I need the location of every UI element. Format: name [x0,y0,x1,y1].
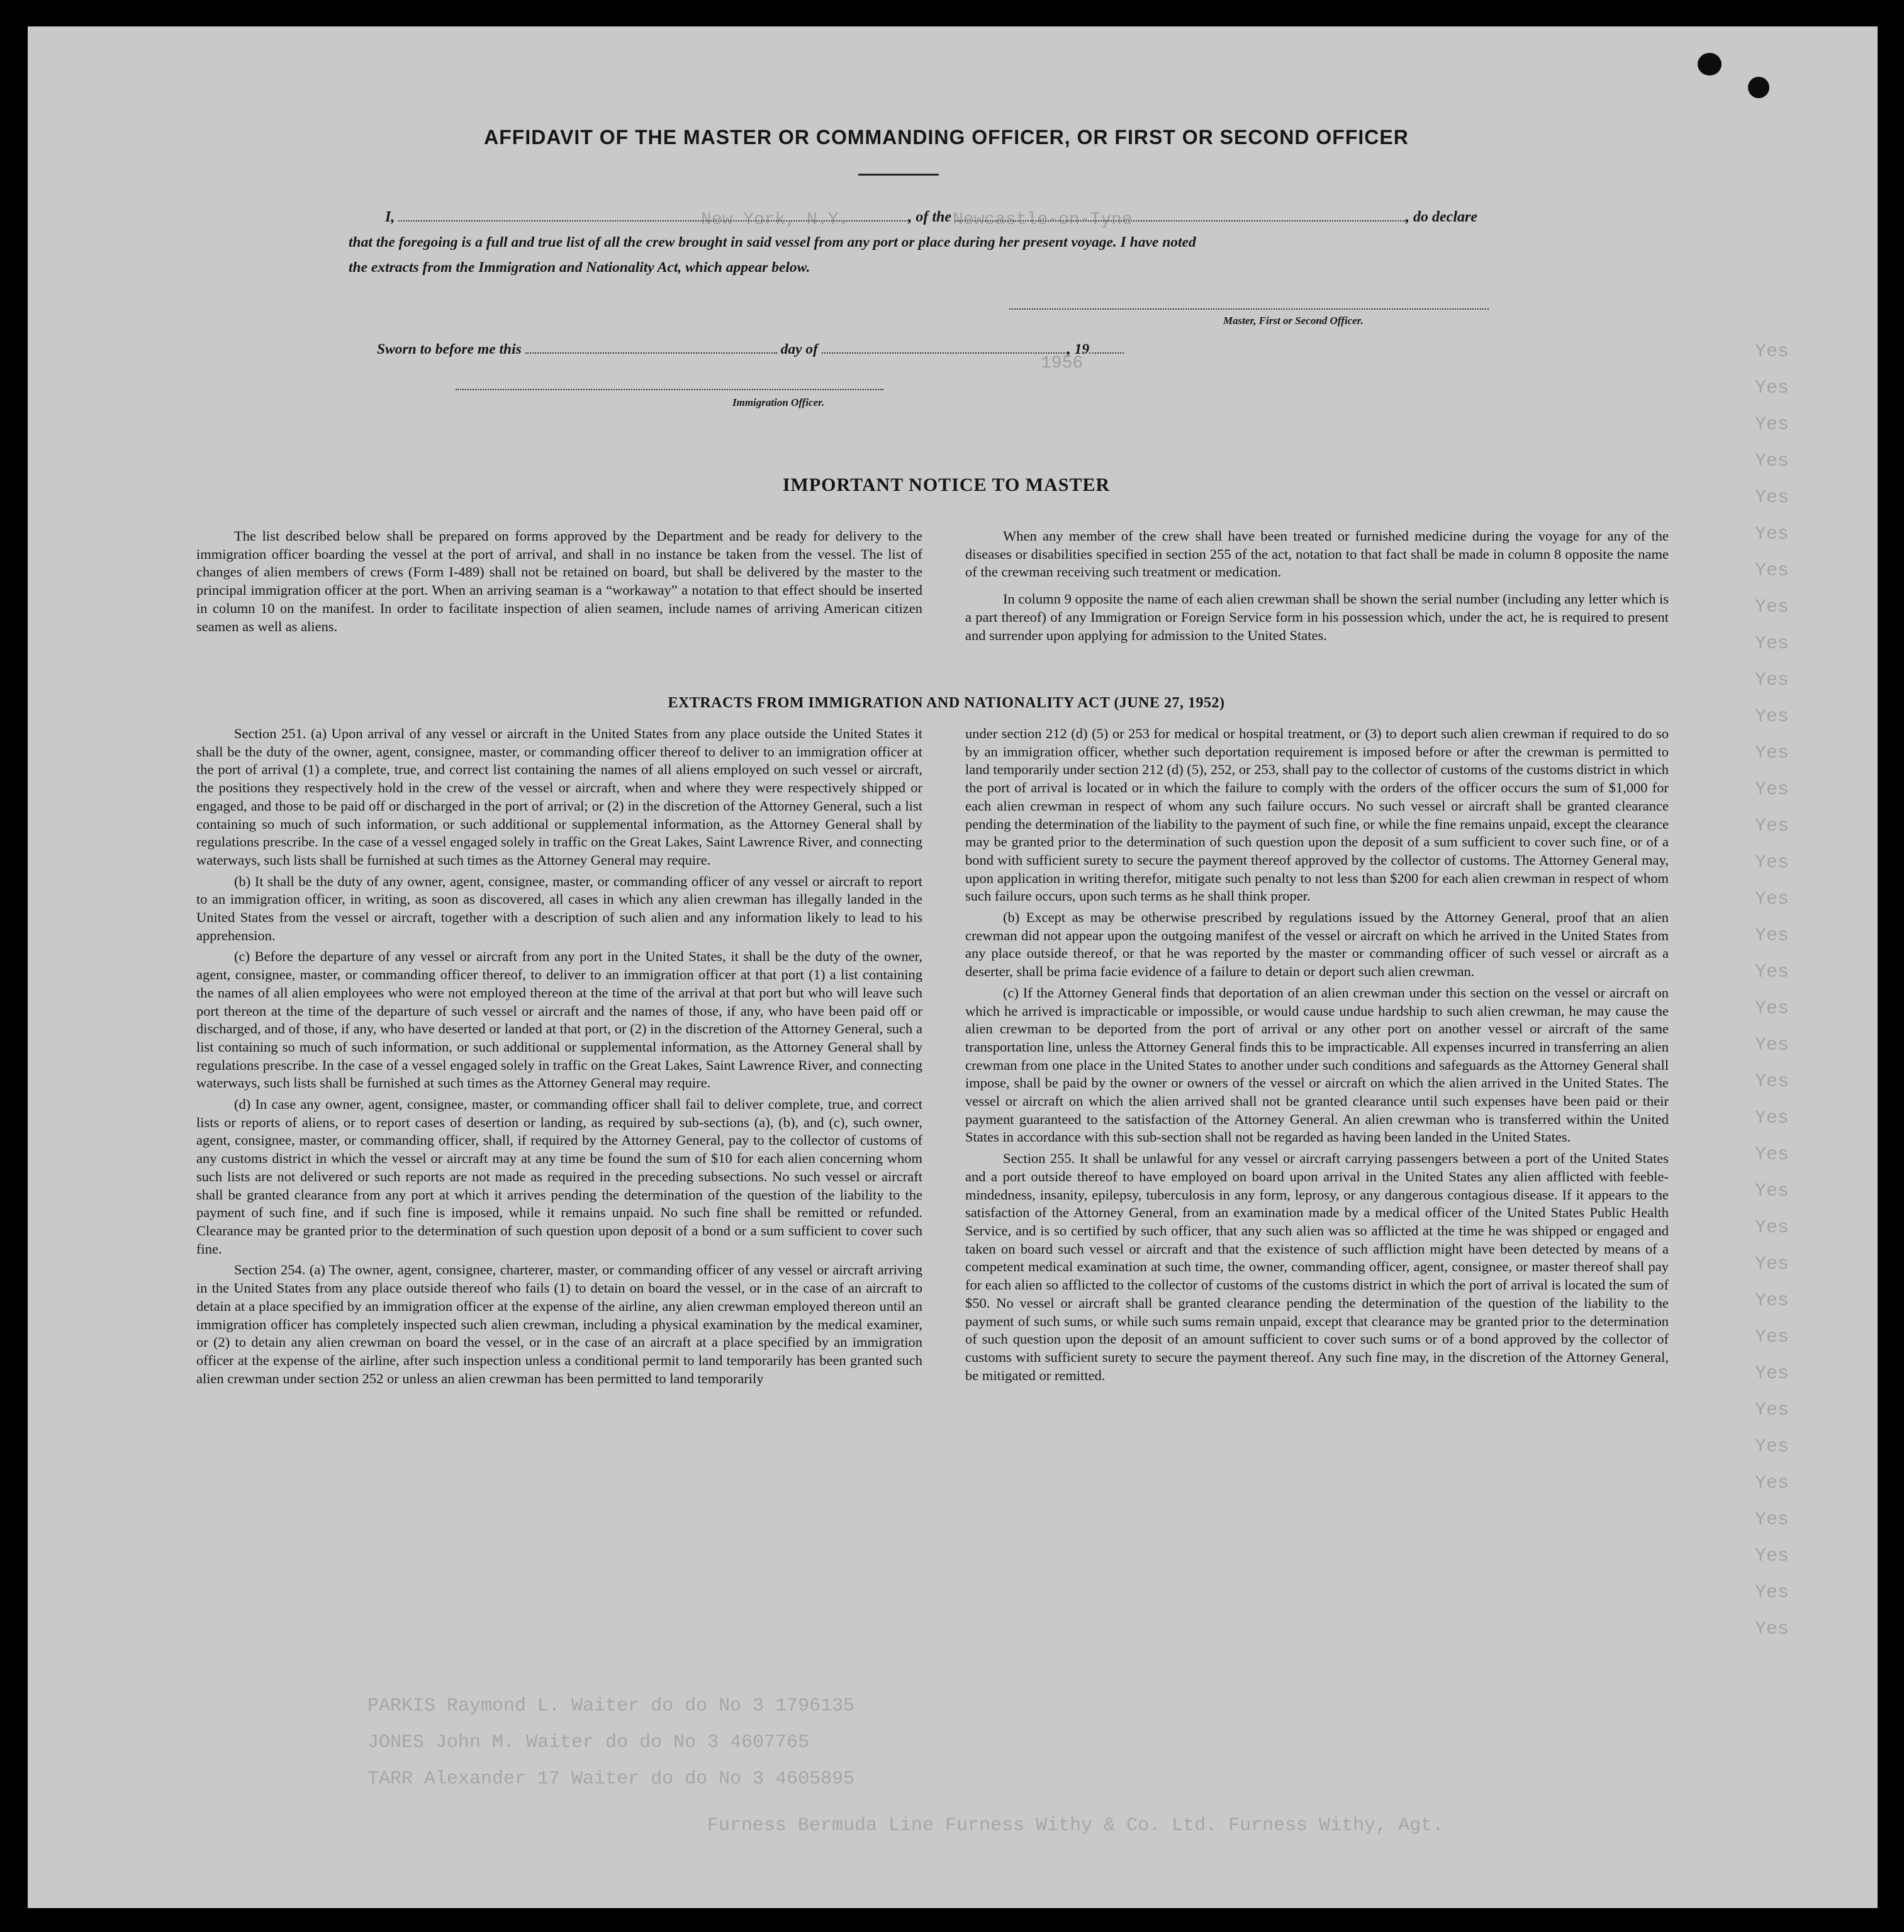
bleed-yes-entry: Yes [1755,1619,1789,1640]
affidavit-title: AFFIDAVIT OF THE MASTER OR COMMANDING OFFICER, OR FIRST OR SECOND OFFICER [484,126,1409,149]
bleed-yes-entry: Yes [1755,1144,1789,1165]
bleed-yes-entry: Yes [1755,779,1789,800]
bleed-yes-entry: Yes [1755,1473,1789,1494]
bleed-yes-entry: Yes [1755,1546,1789,1567]
bleed-yes-entry: Yes [1755,670,1789,691]
bleed-yes-entry: Yes [1755,414,1789,435]
bleed-bottom-line-4: Furness Bermuda Line Furness Withy & Co. Ltd. Furness Withy, Agt. [707,1815,1444,1836]
sworn-prefix: Sworn to before me this [377,341,522,357]
bleed-yes-entry: Yes [1755,1400,1789,1421]
immigration-officer-signature-field[interactable] [456,389,883,390]
bleed-yes-entry: Yes [1755,378,1789,399]
bleed-yes-entry: Yes [1755,1363,1789,1384]
bleed-typed-port-1: New York, N.Y. [701,210,849,230]
document-page [28,26,1878,1908]
master-signature-field[interactable] [1009,308,1489,310]
statement-line-1: that the foregoing is a full and true list of all the crew brought in said vessel from any port or place during her present voyage. I have noted [349,234,1196,250]
sworn-day-of: day of [780,341,818,357]
extracts-right-column [965,725,1669,1388]
declaration-line [385,209,1477,226]
bleed-bottom-line-2: JONES John M. Waiter do do No 3 4607765 [367,1732,810,1753]
bleed-yes-entry: Yes [1755,341,1789,362]
extract-left-paragraph: (d) In case any owner, agent, consignee, master, or commanding officer shall fail to deliver complete, true, and correct lists or reports of aliens, or to report cases of desertion or landing, as required by sub-sections (a), (b), and (c), such owner, agent, consignee, master, or commanding officer, shall, if required by the Attorney General, pay to the collector of customs of any customs district in which the vessel or aircraft may at any time be found the sum of $10 for each alien concerning whom such lists are not delivered or such reports are not made as required in the preceding subsections. No such vessel or aircraft shall be granted clearance from any port at which it arrives pending the determination of the question of the liability to the payment of such fine, and if such fine is imposed, while it remains unpaid. No such fine shall be remitted or refunded. Clearance may be granted prior to the determination of such question upon deposit of a bond or a sum sufficient to cover such fine. [196,1096,922,1257]
bleed-yes-entry: Yes [1755,1290,1789,1311]
sworn-year-prefix: , 19 [1067,341,1090,357]
extract-left-paragraph: Section 254. (a) The owner, agent, consignee, charterer, master, or commanding officer of any vessel or aircraft arriving in the United States from any place outside thereof who fails (1) to detain on board the vessel, or in the case of an aircraft to detain at a place specified by an immigration officer at the expense of the airline, any alien crewman employed thereon until an immigration officer has completely inspected such alien crewman, including a physical examination by the medical examiner, or (2) to detain any alien crewman on board the vessel, or in the case of an aircraft at a place specified by an immigration officer at the expense of the airline, after such inspection unless a conditional permit to land temporarily has been granted such alien crewman under section 252 or unless an alien crewman has been permitted to land temporarily [196,1262,922,1386]
bleed-yes-entry: Yes [1755,1181,1789,1202]
bleed-yes-entry: Yes [1755,743,1789,764]
bleed-yes-entry: Yes [1755,1035,1789,1056]
notice-title: IMPORTANT NOTICE TO MASTER [782,475,1111,495]
sworn-year-field[interactable] [1089,352,1124,354]
stain-blot [1698,53,1722,76]
extract-left-paragraph: (b) It shall be the duty of any owner, agent, consignee, master, or commanding officer of any vessel or aircraft to report to an immigration officer, in writing, as soon as discovered, all cases in which any alien crewman has illegally landed in the United States from the vessel or aircraft, together with a description of such alien and any information likely to lead to his apprehension. [196,873,922,943]
extract-right-paragraph: Section 255. It shall be unlawful for any vessel or aircraft carrying passengers between a port of the United States and a port outside thereof to have employed on board upon arrival in the United States any alien afflicted with feeble-mindedness, insanity, epilepsy, tuberculosis in any form, leprosy, or any dangerous contagious disease. If it appears to the satisfaction of the Attorney General, from an examination made by a medical officer of the United States Public Health Service, and is so certified by such officer, that any such alien was so afflicted at the time he was shipped or engaged and taken on board such vessel or aircraft and that the existence of such affliction might have been detected by means of a competent medical examination at such time, the owner, commanding officer, agent, consignee, or master thereof shall pay for each alien so afflicted to the collector of customs of the customs district in which the port of arrival is located the sum of $50. No vessel or aircraft shall be granted clearance pending the determination of the question of the liability to the payment of such sums, or while such sums remain unpaid, except that clearance may be granted prior to the determination of such question upon the deposit of an amount sufficient to cover such sums or of a bond approved by the collector of customs with sufficient surety to secure the payment thereof. Any such fine may, in the discretion of the Attorney General, be mitigated or remitted. [965,1150,1669,1383]
name-field[interactable] [398,220,908,222]
bleed-yes-entry: Yes [1755,633,1789,654]
sworn-day-field[interactable] [525,352,777,354]
bleed-yes-entry: Yes [1755,816,1789,837]
title-rule [858,174,939,176]
extracts-title: EXTRACTS FROM IMMIGRATION AND NATIONALITY ACT (JUNE 27, 1952) [668,695,1225,711]
extract-right-paragraph: (c) If the Attorney General finds that deportation of an alien crewman under this section on the vessel or aircraft on which he arrived is impracticable or impossible, or would cause undue hardship to such alien crewman, he may cause the alien crewman to be deported from the port of arrival or any other port on another vessel or aircraft of the same transportation line, unless the Attorney General finds this to be impracticable. All expenses incurred in transferring an alien crewman from one place in the United States to another under such conditions and safeguards as the Attorney General shall impose, shall be paid by the owner or owners of the vessel or aircraft on which the alien arrived in the United States. The vessel or aircraft on which the alien arrived shall not be granted clearance until such expenses have been paid or their payment guaranteed to the satisfaction of the Attorney General. An alien crewman who is transferred within the United States in accordance with this sub-section shall not be regarded as having been landed in the United States. [965,984,1669,1145]
bleed-yes-entry: Yes [1755,1254,1789,1275]
stain-blot [1748,77,1769,98]
master-label: Master, First or Second Officer. [1223,315,1364,327]
notice-right-paragraph-2: In column 9 opposite the name of each alien crewman shall be shown the serial number (including any letter which is a part thereof) of any Immigration or Foreign Service form in his possession which, under the act, he is required to present and surrender upon applying for admission to the United States. [965,591,1669,643]
bleed-yes-entry: Yes [1755,524,1789,545]
bleed-yes-entry: Yes [1755,852,1789,873]
notice-right-paragraph-1: When any member of the crew shall have been treated or furnished medicine during the voyage for any of the diseases or disabilities specified in section 255 of the act, notation to that fact shall be made in column 8 opposite the name of the crewman receiving such treatment or medication. [965,528,1669,580]
declaration-i: I, [385,209,395,225]
sworn-month-field[interactable] [822,352,1067,354]
bleed-yes-entry: Yes [1755,1436,1789,1457]
declaration-do-declare: , do declare [1406,209,1477,225]
bleed-bottom-line-1: PARKIS Raymond L. Waiter do do No 3 1796135 [367,1695,855,1717]
bleed-yes-entry: Yes [1755,1217,1789,1238]
bleed-yes-entry: Yes [1755,706,1789,727]
immigration-officer-label: Immigration Officer. [732,396,825,408]
statement-line-2: the extracts from the Immigration and Nationality Act, which appear below. [349,259,810,276]
bleed-yes-column [1755,341,1849,1655]
extract-left-paragraph: Section 251. (a) Upon arrival of any vessel or aircraft in the United States from any place outside the United States it shall be the duty of the owner, agent, consignee, master, or commanding officer thereof to deliver to an immigration officer at the port of arrival (1) a complete, true, and correct list containing the names of all aliens employed on such vessel or aircraft, the positions they respectively hold in the crew of the vessel or aircraft, when and where they were respectively shipped or engaged, and those to be paid off or discharged in the port of arrival; or (2) in the discretion of the Attorney General, such a list containing so much of such information, or such additional or supplemental information, as the Attorney General shall by regulations prescribe. In the case of a vessel engaged solely in traffic on the Great Lakes, Saint Lawrence River, and connecting waterways, such lists shall be furnished at such times as the Attorney General may require. [196,726,922,868]
extract-right-paragraph: under section 212 (d) (5) or 253 for medical or hospital treatment, or (3) to deport such alien crewman if required to do so by an immigration officer, whether such deportation requirement is imposed before or after the crewman is permitted to land temporarily under section 212 (d) (5), 252, or 253, shall pay to the collector of customs of the customs district in which the port of arrival is located or in which the failure to comply with the orders of the officer occurs the sum of $1,000 for each alien crewman in respect of whom any such failure occurs. No such vessel or aircraft shall be granted clearance pending the determination of the liability to the payment of such fine, or while the fine remains unpaid, except the clearance may be granted prior to the determination of such question upon the deposit of a sum sufficient to cover such fine, or of a bond with sufficient surety to secure the payment thereof approved by the collector of customs. The Attorney General may, upon application in writing therefor, mitigate such penalty to not less than $200 for each alien crewman in respect of whom such failure occurs, upon such terms as he shall think proper. [965,726,1669,904]
extract-left-paragraph: (c) Before the departure of any vessel or aircraft from any port in the United States, it shall be the duty of the owner, agent, consignee, master, or commanding officer thereof, to deliver to an immigration officer at that port (1) a list containing the names of all alien employees who were not employed thereon at the time of the arrival at that port but who will leave such port thereon at the time of the departure of such vessel or aircraft and the names of those, if any, who have been paid off or discharged, and of those, if any, who have deserted or landed at that port, or (2) in the discretion of the Attorney General, such a list containing so much of such information, or such additional or supplemental information, as the Attorney General shall by regulations prescribe. In the case of a vessel engaged solely in traffic on the Great Lakes, Saint Lawrence River, and connecting waterways, such lists shall be furnished at such times as the Attorney General may require. [196,948,922,1091]
bleed-yes-entry: Yes [1755,1108,1789,1129]
bleed-typed-year: 1956 [1041,354,1084,373]
sworn-line [377,341,1124,358]
bleed-yes-entry: Yes [1755,925,1789,946]
vessel-field[interactable] [955,220,1406,222]
notice-left-column [196,527,922,639]
bleed-yes-entry: Yes [1755,1071,1789,1092]
bleed-yes-entry: Yes [1755,451,1789,472]
bleed-yes-entry: Yes [1755,962,1789,983]
bleed-bottom-line-3: TARR Alexander 17 Waiter do do No 3 4605895 [367,1768,855,1790]
bleed-yes-entry: Yes [1755,1582,1789,1603]
bleed-yes-entry: Yes [1755,487,1789,508]
bleed-yes-entry: Yes [1755,597,1789,618]
bleed-yes-entry: Yes [1755,560,1789,581]
bleed-yes-entry: Yes [1755,889,1789,910]
notice-right-column [965,527,1669,648]
notice-left-paragraph: The list described below shall be prepared on forms approved by the Department and be ready for delivery to the immigration officer boarding the vessel at the port of arrival, and shall in no instance be taken from the vessel. The list of changes of alien members of crews (Form I-489) shall not be retained on board, but shall be delivered by the master to the principal immigration officer at the port. When an arriving seaman is a “workaway” a notation to that effect should be inserted in column 10 on the manifest. In order to facilitate inspection of alien seamen, include names of arriving American citizen seamen as well as aliens. [196,528,922,634]
declaration-of-the: , of the [908,209,952,225]
extracts-left-column [196,725,922,1391]
bleed-typed-port-2: Newcastle-on-Tyne [953,210,1133,230]
extract-right-paragraph: (b) Except as may be otherwise prescribed by regulations issued by the Attorney General, proof that an alien crewman did not appear upon the outgoing manifest of the vessel or aircraft on which he arrived in the United States from any place outside thereof, or that he was reported by the master or commanding officer of such vessel or aircraft as a deserter, shall be prima facie evidence of a failure to detain or deport such alien crewman. [965,909,1669,980]
bleed-yes-entry: Yes [1755,998,1789,1019]
bleed-yes-entry: Yes [1755,1327,1789,1348]
bleed-yes-entry: Yes [1755,1509,1789,1530]
